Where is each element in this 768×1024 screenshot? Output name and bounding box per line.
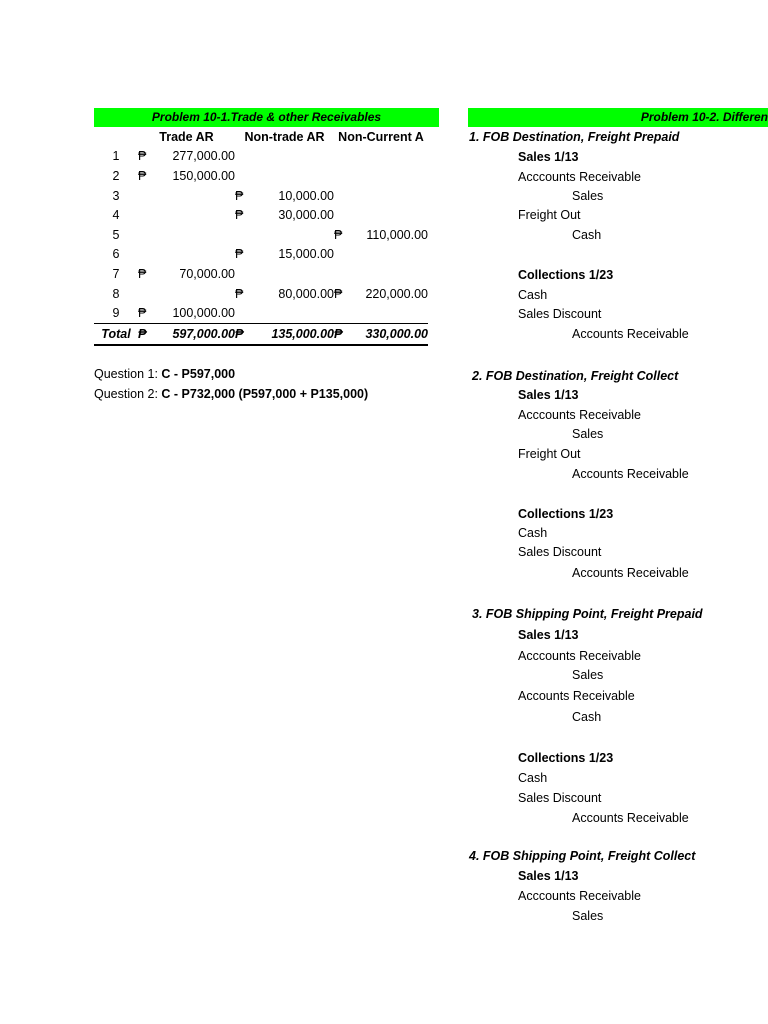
header-trade-ar: Trade AR [159,129,214,144]
section-1-collection-2: Sales Discount [518,307,602,321]
nontrade-value: 30,000.00 [278,208,334,223]
empty-cell [334,303,348,323]
empty-cell [334,264,348,284]
trade-value: 277,000.00 [172,149,235,164]
empty-cell [235,147,249,167]
empty-cell [334,245,348,265]
nontrade-value [249,166,334,186]
noncurrent-value [348,166,428,186]
row-number: 1 [112,149,120,164]
row-number: 3 [112,188,120,203]
currency-symbol: ₱ [235,188,244,203]
section-1-line-2: Sales [572,189,604,203]
section-3-line-3: Accounts Receivable [518,689,635,703]
receivables-table [94,127,428,346]
noncurrent-value [348,186,428,206]
total-label: Total [94,323,138,344]
nontrade-value: 80,000.00 [278,286,334,301]
header-noncurrent-a: Non-Current A [338,129,424,144]
trade-value: 70,000.00 [179,266,235,281]
table-row [94,147,428,167]
problem-10-1-banner: Problem 10-1.Trade & other Receivables [94,108,439,127]
noncurrent-value [348,264,428,284]
section-3-title: 3. FOB Shipping Point, Freight Prepaid [472,607,703,621]
currency-symbol: ₱ [138,306,147,321]
question-2-label: Question 2: [94,387,162,401]
table-row [94,205,428,225]
nontrade-value [249,225,334,245]
total-nontrade: 135,000.00 [249,323,334,344]
nontrade-value: 10,000.00 [278,188,334,203]
section-4-sales-heading: Sales 1/13 [518,869,579,883]
table-row [94,186,428,206]
section-4-line-1: Acccounts Receivable [518,889,641,903]
empty-cell [334,166,348,186]
noncurrent-value [348,147,428,167]
empty-cell [138,225,152,245]
problem-10-2-banner: Problem 10-2. Differen [468,108,768,127]
empty-cell [235,225,249,245]
section-3-line-2: Sales [572,668,604,682]
header-nontrade-ar: Non-trade AR [244,129,325,144]
trade-value: 100,000.00 [172,306,235,321]
section-1-title: 1. FOB Destination, Freight Prepaid [469,130,680,144]
question-2 [94,384,368,404]
section-3-collection-2: Sales Discount [518,791,602,805]
empty-cell [235,303,249,323]
section-3-collection-1: Cash [518,771,548,785]
section-2-collections-heading: Collections 1/23 [518,507,614,521]
section-3-line-4: Cash [572,710,602,724]
noncurrent-value: 110,000.00 [366,227,428,242]
table-row [94,225,428,245]
question-1 [94,364,235,384]
section-3-collections-heading: Collections 1/23 [518,751,614,765]
nontrade-value [249,264,334,284]
row-number: 9 [112,306,120,321]
table-row [94,264,428,284]
noncurrent-value [348,303,428,323]
currency-symbol: ₱ [334,227,343,242]
section-2-sales-heading: Sales 1/13 [518,388,579,402]
total-trade: 597,000.00 [152,323,235,344]
row-number: 7 [112,266,120,281]
empty-cell [334,147,348,167]
empty-cell [235,166,249,186]
section-4-title: 4. FOB Shipping Point, Freight Collect [469,849,696,863]
table-row [94,303,428,323]
question-2-answer: C - P732,000 (P597,000 + P135,000) [161,387,369,401]
section-2-line-3: Freight Out [518,447,581,461]
table-row [94,166,428,186]
section-3-line-1: Acccounts Receivable [518,649,641,663]
section-3-collection-3: Accounts Receivable [572,811,689,825]
row-number: 4 [112,208,120,223]
section-3-sales-heading: Sales 1/13 [518,628,579,642]
currency-symbol: ₱ [334,286,343,301]
currency-symbol: ₱ [235,247,244,262]
empty-cell [138,245,152,265]
trade-value [152,225,235,245]
currency-symbol: ₱ [138,323,152,344]
question-1-label: Question 1: [94,367,162,381]
section-1-sales-heading: Sales 1/13 [518,150,579,164]
table-total-row [94,323,428,344]
trade-value [152,245,235,265]
row-number: 2 [112,168,120,183]
section-2-line-2: Sales [572,427,604,441]
section-1-collections-heading: Collections 1/23 [518,268,614,282]
nontrade-value [249,303,334,323]
question-1-answer: C - P597,000 [161,367,236,381]
trade-value: 150,000.00 [172,168,235,183]
nontrade-value: 15,000.00 [278,247,334,262]
section-1-collection-1: Cash [518,288,548,302]
empty-cell [334,186,348,206]
currency-symbol: ₱ [138,266,147,281]
noncurrent-value [348,205,428,225]
row-number: 6 [112,247,120,262]
currency-symbol: ₱ [235,208,244,223]
empty-cell [235,264,249,284]
currency-symbol: ₱ [235,286,244,301]
section-2-line-1: Acccounts Receivable [518,408,641,422]
empty-cell [138,284,152,304]
empty-cell [138,205,152,225]
trade-value [152,186,235,206]
table-header-row [94,127,428,147]
currency-symbol: ₱ [334,323,348,344]
section-1-line-3: Freight Out [518,208,581,222]
noncurrent-value: 220,000.00 [365,286,428,301]
trade-value [152,205,235,225]
trade-value [152,284,235,304]
section-4-line-2: Sales [572,909,604,923]
section-2-collection-2: Sales Discount [518,545,602,559]
row-number: 5 [112,227,120,242]
section-1-line-4: Cash [572,228,602,242]
nontrade-value [249,147,334,167]
empty-cell [334,205,348,225]
table-row [94,245,428,265]
section-2-line-4: Accounts Receivable [572,467,689,481]
section-1-line-1: Acccounts Receivable [518,170,641,184]
section-2-collection-1: Cash [518,526,548,540]
currency-symbol: ₱ [235,323,249,344]
total-noncurrent: 330,000.00 [348,323,428,344]
section-2-title: 2. FOB Destination, Freight Collect [472,369,679,383]
noncurrent-value [348,245,428,265]
section-2-collection-3: Accounts Receivable [572,566,689,580]
table-body [94,147,428,324]
table-row [94,284,428,304]
section-1-collection-3: Accounts Receivable [572,327,689,341]
row-number: 8 [112,286,120,301]
currency-symbol: ₱ [138,149,147,164]
empty-cell [138,186,152,206]
currency-symbol: ₱ [138,168,147,183]
